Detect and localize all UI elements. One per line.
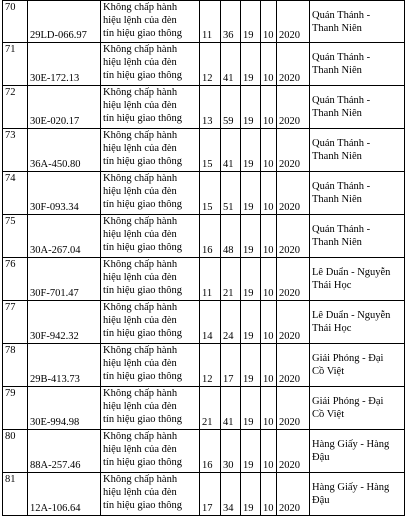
month-cell: 10 — [261, 301, 277, 344]
hour-cell: 15 — [200, 172, 221, 215]
table-row — [3, 43, 405, 86]
table-row — [3, 172, 405, 215]
violation-cell — [101, 301, 200, 344]
license-plate-cell: 29B-413.73 — [28, 344, 101, 387]
location-cell — [310, 1, 405, 43]
violation-line: hiệu lệnh của đèn — [103, 487, 177, 498]
violation-cell — [101, 86, 200, 129]
violation-line: tín hiệu giao thông — [103, 328, 183, 339]
violation-line: tín hiệu giao thông — [103, 70, 183, 81]
violation-cell — [101, 473, 200, 516]
table-row — [3, 473, 405, 516]
hour-cell: 12 — [200, 344, 221, 387]
location-line: Lê Duẩn - Nguyễn — [312, 310, 391, 321]
license-plate-cell: 30F-093.34 — [28, 172, 101, 215]
month-cell: 10 — [261, 1, 277, 43]
minute-cell: 41 — [221, 387, 241, 430]
location-cell — [310, 129, 405, 172]
location-line: Đậu — [312, 495, 330, 506]
violation-line: tín hiệu giao thông — [103, 457, 183, 468]
location-line: Cồ Việt — [312, 366, 345, 377]
location-line: Quán Thánh - — [312, 9, 371, 21]
violation-cell — [101, 1, 200, 43]
license-plate-cell: 30E-020.17 — [28, 86, 101, 129]
location-cell — [310, 301, 405, 344]
location-cell — [310, 430, 405, 473]
location-line: Quán Thánh - — [312, 52, 371, 63]
violation-line: Không chấp hành — [103, 2, 178, 13]
violation-line: tín hiệu giao thông — [103, 371, 183, 382]
month-cell: 10 — [261, 344, 277, 387]
violation-line: hiệu lệnh của đèn — [103, 229, 177, 240]
minute-cell: 41 — [221, 129, 241, 172]
violation-line: tín hiệu giao thông — [103, 242, 183, 253]
location-cell — [310, 43, 405, 86]
license-plate-cell: 12A-106.64 — [28, 473, 101, 516]
hour-cell: 15 — [200, 129, 221, 172]
table-row — [3, 129, 405, 172]
row-number-cell: 76 — [3, 258, 28, 301]
row-number-cell: 74 — [3, 172, 28, 215]
violation-line: hiệu lệnh của đèn — [103, 315, 177, 326]
violation-line: hiệu lệnh của đèn — [103, 444, 177, 455]
location-line: Cồ Việt — [312, 409, 345, 420]
minute-cell: 34 — [221, 473, 241, 516]
year-cell: 2020 — [277, 43, 310, 86]
day-cell: 19 — [241, 301, 261, 344]
month-cell: 10 — [261, 215, 277, 258]
minute-cell: 41 — [221, 43, 241, 86]
violation-line: tín hiệu giao thông — [103, 156, 183, 167]
location-line: Thanh Niên — [312, 65, 362, 76]
day-cell: 19 — [241, 258, 261, 301]
minute-cell: 24 — [221, 301, 241, 344]
violation-line: Không chấp hành — [103, 173, 178, 184]
month-cell: 10 — [261, 129, 277, 172]
violation-table — [2, 0, 405, 516]
violation-line: Không chấp hành — [103, 345, 178, 356]
location-line: Thanh Niên — [312, 194, 362, 205]
row-number-cell: 71 — [3, 43, 28, 86]
day-cell: 19 — [241, 172, 261, 215]
day-cell: 19 — [241, 344, 261, 387]
location-cell — [310, 473, 405, 516]
violation-line: Không chấp hành — [103, 431, 178, 442]
month-cell: 10 — [261, 430, 277, 473]
month-cell: 10 — [261, 172, 277, 215]
location-line: Hàng Giấy - Hàng — [312, 482, 390, 493]
location-cell — [310, 172, 405, 215]
location-line: Thanh Niên — [312, 22, 362, 34]
day-cell: 19 — [241, 215, 261, 258]
year-cell: 2020 — [277, 172, 310, 215]
location-line: Giải Phóng - Đại — [312, 353, 384, 364]
violation-line: tín hiệu giao thông — [103, 500, 183, 511]
table-row — [3, 387, 405, 430]
location-line: Thanh Niên — [312, 151, 362, 162]
location-cell — [310, 344, 405, 387]
day-cell: 19 — [241, 387, 261, 430]
license-plate-cell: 30E-994.98 — [28, 387, 101, 430]
hour-cell: 21 — [200, 387, 221, 430]
violation-table-body — [3, 1, 405, 516]
hour-cell: 11 — [200, 1, 221, 43]
month-cell: 10 — [261, 258, 277, 301]
violation-line: Không chấp hành — [103, 87, 178, 98]
location-cell — [310, 258, 405, 301]
location-line: Thái Học — [312, 323, 352, 334]
year-cell: 2020 — [277, 1, 310, 43]
row-number-cell: 75 — [3, 215, 28, 258]
day-cell: 19 — [241, 1, 261, 43]
location-line: Lê Duẩn - Nguyễn — [312, 267, 391, 278]
year-cell: 2020 — [277, 215, 310, 258]
minute-cell: 59 — [221, 86, 241, 129]
location-line: Giải Phóng - Đại — [312, 396, 384, 407]
violation-line: Không chấp hành — [103, 474, 178, 485]
minute-cell: 51 — [221, 172, 241, 215]
year-cell: 2020 — [277, 344, 310, 387]
violation-line: hiệu lệnh của đèn — [103, 358, 177, 369]
minute-cell: 21 — [221, 258, 241, 301]
table-row — [3, 1, 405, 43]
month-cell: 10 — [261, 43, 277, 86]
violation-line: Không chấp hành — [103, 44, 178, 55]
violation-cell — [101, 129, 200, 172]
violation-cell — [101, 430, 200, 473]
violation-cell — [101, 43, 200, 86]
table-row — [3, 430, 405, 473]
hour-cell: 14 — [200, 301, 221, 344]
violation-line: Không chấp hành — [103, 216, 178, 227]
location-line: Thái Học — [312, 280, 352, 291]
location-line: Quán Thánh - — [312, 138, 371, 149]
day-cell: 19 — [241, 129, 261, 172]
year-cell: 2020 — [277, 430, 310, 473]
year-cell: 2020 — [277, 258, 310, 301]
day-cell: 19 — [241, 86, 261, 129]
row-number-cell: 77 — [3, 301, 28, 344]
violation-line: Không chấp hành — [103, 259, 178, 270]
violation-cell — [101, 172, 200, 215]
license-plate-cell: 30E-172.13 — [28, 43, 101, 86]
row-number-cell: 73 — [3, 129, 28, 172]
location-line: Quán Thánh - — [312, 181, 371, 192]
minute-cell: 17 — [221, 344, 241, 387]
violation-line: tín hiệu giao thông — [103, 199, 183, 210]
license-plate-cell: 88A-257.46 — [28, 430, 101, 473]
hour-cell: 17 — [200, 473, 221, 516]
row-number-cell: 70 — [3, 1, 28, 43]
location-line: Đậu — [312, 452, 330, 463]
document-page — [2, 0, 404, 516]
violation-line: tín hiệu giao thông — [103, 28, 183, 39]
row-number-cell: 72 — [3, 86, 28, 129]
hour-cell: 16 — [200, 215, 221, 258]
violation-line: Không chấp hành — [103, 130, 178, 141]
license-plate-cell: 29LD-066.97 — [28, 1, 101, 43]
month-cell: 10 — [261, 86, 277, 129]
violation-line: tín hiệu giao thông — [103, 113, 183, 124]
violation-line: Không chấp hành — [103, 388, 178, 399]
year-cell: 2020 — [277, 473, 310, 516]
hour-cell: 11 — [200, 258, 221, 301]
row-number-cell: 78 — [3, 344, 28, 387]
violation-line: hiệu lệnh của đèn — [103, 272, 177, 283]
license-plate-cell: 30A-267.04 — [28, 215, 101, 258]
license-plate-cell: 36A-450.80 — [28, 129, 101, 172]
minute-cell: 48 — [221, 215, 241, 258]
minute-cell: 36 — [221, 1, 241, 43]
day-cell: 19 — [241, 430, 261, 473]
row-number-cell: 81 — [3, 473, 28, 516]
table-row — [3, 301, 405, 344]
violation-cell — [101, 344, 200, 387]
violation-cell — [101, 387, 200, 430]
violation-line: tín hiệu giao thông — [103, 285, 183, 296]
day-cell: 19 — [241, 43, 261, 86]
year-cell: 2020 — [277, 301, 310, 344]
violation-line: Không chấp hành — [103, 302, 178, 313]
location-line: Quán Thánh - — [312, 224, 371, 235]
license-plate-cell: 30F-701.47 — [28, 258, 101, 301]
row-number-cell: 79 — [3, 387, 28, 430]
row-number-cell: 80 — [3, 430, 28, 473]
table-row — [3, 344, 405, 387]
violation-line: hiệu lệnh của đèn — [103, 15, 177, 26]
violation-line: tín hiệu giao thông — [103, 414, 183, 425]
violation-line: hiệu lệnh của đèn — [103, 186, 177, 197]
day-cell: 19 — [241, 473, 261, 516]
hour-cell: 13 — [200, 86, 221, 129]
year-cell: 2020 — [277, 86, 310, 129]
violation-line: hiệu lệnh của đèn — [103, 57, 177, 68]
violation-line: hiệu lệnh của đèn — [103, 401, 177, 412]
table-row — [3, 258, 405, 301]
table-row — [3, 86, 405, 129]
month-cell: 10 — [261, 387, 277, 430]
location-cell — [310, 86, 405, 129]
location-line: Quán Thánh - — [312, 95, 371, 106]
location-cell — [310, 387, 405, 430]
hour-cell: 16 — [200, 430, 221, 473]
violation-cell — [101, 258, 200, 301]
year-cell: 2020 — [277, 129, 310, 172]
table-row — [3, 215, 405, 258]
violation-line: hiệu lệnh của đèn — [103, 100, 177, 111]
license-plate-cell: 30F-942.32 — [28, 301, 101, 344]
minute-cell: 30 — [221, 430, 241, 473]
location-line: Thanh Niên — [312, 237, 362, 248]
location-line: Thanh Niên — [312, 108, 362, 119]
month-cell: 10 — [261, 473, 277, 516]
hour-cell: 12 — [200, 43, 221, 86]
location-cell — [310, 215, 405, 258]
violation-cell — [101, 215, 200, 258]
violation-line: hiệu lệnh của đèn — [103, 143, 177, 154]
location-line: Hàng Giấy - Hàng — [312, 439, 390, 450]
year-cell: 2020 — [277, 387, 310, 430]
